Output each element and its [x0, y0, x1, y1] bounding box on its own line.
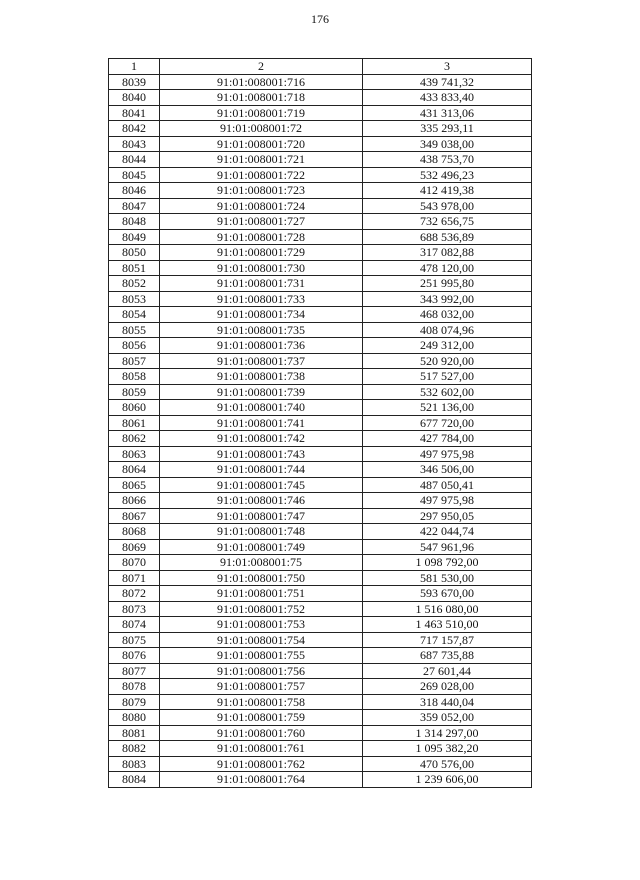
cadastral-number-cell: 91:01:008001:759 [160, 710, 363, 726]
table-row [109, 369, 532, 385]
cadastral-number-cell: 91:01:008001:72 [160, 121, 363, 137]
value-cell: 412 419,38 [363, 183, 532, 199]
value-cell: 532 496,23 [363, 167, 532, 183]
table-row [109, 136, 532, 152]
table-row [109, 493, 532, 509]
table-row [109, 167, 532, 183]
cadastral-number-cell: 91:01:008001:756 [160, 663, 363, 679]
row-number-cell: 8045 [109, 167, 160, 183]
cadastral-number-cell: 91:01:008001:731 [160, 276, 363, 292]
value-cell: 497 975,98 [363, 493, 532, 509]
row-number-cell: 8040 [109, 90, 160, 106]
table-row [109, 679, 532, 695]
cadastral-number-cell: 91:01:008001:720 [160, 136, 363, 152]
row-number-cell: 8049 [109, 229, 160, 245]
value-cell: 517 527,00 [363, 369, 532, 385]
cadastral-number-cell: 91:01:008001:736 [160, 338, 363, 354]
table-row [109, 353, 532, 369]
cadastral-number-cell: 91:01:008001:729 [160, 245, 363, 261]
cadastral-number-cell: 91:01:008001:748 [160, 524, 363, 540]
table-row [109, 756, 532, 772]
value-cell: 468 032,00 [363, 307, 532, 323]
table-row [109, 260, 532, 276]
value-cell: 717 157,87 [363, 632, 532, 648]
row-number-cell: 8065 [109, 477, 160, 493]
table-row [109, 105, 532, 121]
cadastral-number-cell: 91:01:008001:753 [160, 617, 363, 633]
cadastral-number-cell: 91:01:008001:737 [160, 353, 363, 369]
row-number-cell: 8082 [109, 741, 160, 757]
value-cell: 408 074,96 [363, 322, 532, 338]
row-number-cell: 8042 [109, 121, 160, 137]
value-cell: 297 950,05 [363, 508, 532, 524]
row-number-cell: 8056 [109, 338, 160, 354]
value-cell: 688 536,89 [363, 229, 532, 245]
row-number-cell: 8066 [109, 493, 160, 509]
table-row [109, 431, 532, 447]
table-row [109, 307, 532, 323]
row-number-cell: 8083 [109, 756, 160, 772]
cadastral-number-cell: 91:01:008001:739 [160, 384, 363, 400]
table-row [109, 632, 532, 648]
table-row [109, 555, 532, 571]
cadastral-number-cell: 91:01:008001:730 [160, 260, 363, 276]
cadastral-number-cell: 91:01:008001:719 [160, 105, 363, 121]
row-number-cell: 8059 [109, 384, 160, 400]
table-row [109, 415, 532, 431]
value-cell: 547 961,96 [363, 539, 532, 555]
cadastral-number-cell: 91:01:008001:751 [160, 586, 363, 602]
row-number-cell: 8061 [109, 415, 160, 431]
table-row [109, 617, 532, 633]
row-number-cell: 8058 [109, 369, 160, 385]
table-row [109, 198, 532, 214]
row-number-cell: 8076 [109, 648, 160, 664]
row-number-cell: 8063 [109, 446, 160, 462]
table-row [109, 648, 532, 664]
value-cell: 359 052,00 [363, 710, 532, 726]
row-number-cell: 8079 [109, 694, 160, 710]
table-row [109, 74, 532, 90]
row-number-cell: 8071 [109, 570, 160, 586]
row-number-cell: 8048 [109, 214, 160, 230]
row-number-cell: 8072 [109, 586, 160, 602]
value-cell: 422 044,74 [363, 524, 532, 540]
row-number-cell: 8070 [109, 555, 160, 571]
row-number-cell: 8057 [109, 353, 160, 369]
row-number-cell: 8069 [109, 539, 160, 555]
table-row [109, 508, 532, 524]
cadastral-number-cell: 91:01:008001:733 [160, 291, 363, 307]
table-row [109, 725, 532, 741]
value-cell: 317 082,88 [363, 245, 532, 261]
value-cell: 249 312,00 [363, 338, 532, 354]
cadastral-number-cell: 91:01:008001:743 [160, 446, 363, 462]
row-number-cell: 8073 [109, 601, 160, 617]
table-row [109, 586, 532, 602]
cadastral-number-cell: 91:01:008001:75 [160, 555, 363, 571]
cadastral-number-cell: 91:01:008001:741 [160, 415, 363, 431]
cadastral-number-cell: 91:01:008001:723 [160, 183, 363, 199]
table-row [109, 477, 532, 493]
row-number-cell: 8039 [109, 74, 160, 90]
table-row [109, 152, 532, 168]
cadastral-number-cell: 91:01:008001:724 [160, 198, 363, 214]
table-body [109, 74, 532, 787]
table-row [109, 183, 532, 199]
row-number-cell: 8081 [109, 725, 160, 741]
cadastral-number-cell: 91:01:008001:755 [160, 648, 363, 664]
row-number-cell: 8064 [109, 462, 160, 478]
value-cell: 532 602,00 [363, 384, 532, 400]
table-row [109, 245, 532, 261]
value-cell: 581 530,00 [363, 570, 532, 586]
value-cell: 269 028,00 [363, 679, 532, 695]
cadastral-number-cell: 91:01:008001:728 [160, 229, 363, 245]
value-cell: 1 314 297,00 [363, 725, 532, 741]
value-cell: 27 601,44 [363, 663, 532, 679]
value-cell: 438 753,70 [363, 152, 532, 168]
column-header-1: 1 [109, 59, 160, 75]
value-cell: 1 463 510,00 [363, 617, 532, 633]
table-row [109, 229, 532, 245]
row-number-cell: 8043 [109, 136, 160, 152]
row-number-cell: 8068 [109, 524, 160, 540]
value-cell: 1 239 606,00 [363, 772, 532, 788]
table-row [109, 214, 532, 230]
cadastral-number-cell: 91:01:008001:727 [160, 214, 363, 230]
row-number-cell: 8062 [109, 431, 160, 447]
cadastral-number-cell: 91:01:008001:761 [160, 741, 363, 757]
table-row [109, 663, 532, 679]
row-number-cell: 8044 [109, 152, 160, 168]
value-cell: 487 050,41 [363, 477, 532, 493]
value-cell: 346 506,00 [363, 462, 532, 478]
row-number-cell: 8077 [109, 663, 160, 679]
table-row [109, 291, 532, 307]
value-cell: 521 136,00 [363, 400, 532, 416]
row-number-cell: 8050 [109, 245, 160, 261]
row-number-cell: 8052 [109, 276, 160, 292]
table-row [109, 400, 532, 416]
value-cell: 543 978,00 [363, 198, 532, 214]
cadastral-number-cell: 91:01:008001:754 [160, 632, 363, 648]
row-number-cell: 8080 [109, 710, 160, 726]
cadastral-number-cell: 91:01:008001:716 [160, 74, 363, 90]
row-number-cell: 8055 [109, 322, 160, 338]
row-number-cell: 8078 [109, 679, 160, 695]
table-row [109, 772, 532, 788]
cadastral-number-cell: 91:01:008001:749 [160, 539, 363, 555]
header-row [109, 59, 532, 75]
row-number-cell: 8060 [109, 400, 160, 416]
value-cell: 470 576,00 [363, 756, 532, 772]
table-row [109, 446, 532, 462]
row-number-cell: 8075 [109, 632, 160, 648]
value-cell: 251 995,80 [363, 276, 532, 292]
table-row [109, 322, 532, 338]
cadastral-number-cell: 91:01:008001:757 [160, 679, 363, 695]
cadastral-number-cell: 91:01:008001:738 [160, 369, 363, 385]
cadastral-number-cell: 91:01:008001:718 [160, 90, 363, 106]
row-number-cell: 8067 [109, 508, 160, 524]
row-number-cell: 8047 [109, 198, 160, 214]
table-row [109, 462, 532, 478]
value-cell: 343 992,00 [363, 291, 532, 307]
table-row [109, 570, 532, 586]
value-cell: 1 098 792,00 [363, 555, 532, 571]
row-number-cell: 8046 [109, 183, 160, 199]
cadastral-number-cell: 91:01:008001:750 [160, 570, 363, 586]
value-cell: 433 833,40 [363, 90, 532, 106]
data-table [108, 58, 532, 788]
table-row [109, 121, 532, 137]
cadastral-number-cell: 91:01:008001:745 [160, 477, 363, 493]
cadastral-number-cell: 91:01:008001:764 [160, 772, 363, 788]
cadastral-number-cell: 91:01:008001:721 [160, 152, 363, 168]
table-row [109, 694, 532, 710]
cadastral-number-cell: 91:01:008001:735 [160, 322, 363, 338]
value-cell: 1 516 080,00 [363, 601, 532, 617]
value-cell: 1 095 382,20 [363, 741, 532, 757]
cadastral-number-cell: 91:01:008001:742 [160, 431, 363, 447]
value-cell: 427 784,00 [363, 431, 532, 447]
value-cell: 478 120,00 [363, 260, 532, 276]
column-header-3: 3 [363, 59, 532, 75]
table-row [109, 539, 532, 555]
row-number-cell: 8051 [109, 260, 160, 276]
row-number-cell: 8074 [109, 617, 160, 633]
value-cell: 593 670,00 [363, 586, 532, 602]
value-cell: 318 440,04 [363, 694, 532, 710]
row-number-cell: 8053 [109, 291, 160, 307]
cadastral-number-cell: 91:01:008001:760 [160, 725, 363, 741]
cadastral-number-cell: 91:01:008001:746 [160, 493, 363, 509]
table-row [109, 384, 532, 400]
value-cell: 431 313,06 [363, 105, 532, 121]
cadastral-number-cell: 91:01:008001:762 [160, 756, 363, 772]
table-row [109, 338, 532, 354]
cadastral-number-cell: 91:01:008001:734 [160, 307, 363, 323]
table-row [109, 276, 532, 292]
table-row [109, 524, 532, 540]
column-header-2: 2 [160, 59, 363, 75]
value-cell: 335 293,11 [363, 121, 532, 137]
row-number-cell: 8041 [109, 105, 160, 121]
row-number-cell: 8054 [109, 307, 160, 323]
cadastral-number-cell: 91:01:008001:722 [160, 167, 363, 183]
cadastral-number-cell: 91:01:008001:740 [160, 400, 363, 416]
cadastral-number-cell: 91:01:008001:758 [160, 694, 363, 710]
cadastral-number-cell: 91:01:008001:744 [160, 462, 363, 478]
value-cell: 439 741,32 [363, 74, 532, 90]
value-cell: 349 038,00 [363, 136, 532, 152]
table-row [109, 601, 532, 617]
row-number-cell: 8084 [109, 772, 160, 788]
value-cell: 497 975,98 [363, 446, 532, 462]
cadastral-number-cell: 91:01:008001:747 [160, 508, 363, 524]
table-row [109, 90, 532, 106]
table-row [109, 710, 532, 726]
value-cell: 732 656,75 [363, 214, 532, 230]
value-cell: 687 735,88 [363, 648, 532, 664]
value-cell: 677 720,00 [363, 415, 532, 431]
table-row [109, 741, 532, 757]
page-number: 176 [311, 12, 329, 26]
cadastral-number-cell: 91:01:008001:752 [160, 601, 363, 617]
value-cell: 520 920,00 [363, 353, 532, 369]
